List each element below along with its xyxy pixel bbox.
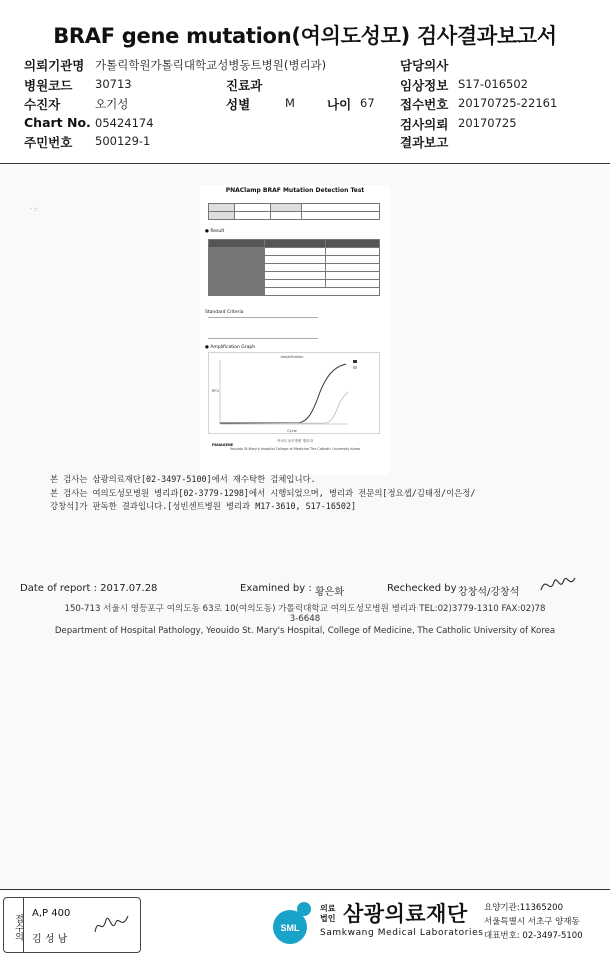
age-value: 67 (360, 96, 375, 110)
logo-name-en: Samkwang Medical Laboratories (320, 928, 484, 938)
examined-value: 황은화 (315, 587, 344, 598)
signature-image (538, 570, 578, 598)
id-number-value: 500129-1 (95, 134, 151, 148)
receipt-value: 20170725-22161 (458, 96, 558, 110)
footer-address: 150-713 서울시 영등포구 여의도동 63로 10(여의도동) 가톨릭대학교 여의도성모병원 병리과 TEL:02)3779-1310 FAX:02)78 (64, 604, 546, 614)
age-label: 나이 (327, 97, 352, 112)
request-value: 20170725 (458, 116, 517, 130)
logo-corp-mark (320, 904, 335, 924)
institution-value: 가톨릭학원가톨릭대학교성병동트병원(병리과) (95, 58, 327, 72)
pnaclamp-report-image (200, 185, 390, 475)
id-number-label: 주민번호 (24, 135, 73, 150)
hospital-code-label: 병원코드 (24, 78, 73, 93)
scan-graph-heading: ● Amplification Graph (205, 345, 256, 350)
footer-department: Department of Hospital Pathology, Yeouido St. Mary's Hospital, College of Medicine, The Catholic University of Korea (54, 626, 556, 636)
bottom-divider (0, 889, 610, 890)
date-of-report: Date of report : 2017.07.28 (20, 583, 158, 594)
logo-info-1: 요양기관:11365200 (484, 903, 563, 913)
patient-label: 수진자 (24, 97, 61, 112)
sex-value: M (285, 96, 295, 110)
chart-no-label: Chart No. (24, 115, 91, 130)
scan-result-heading: ● Result (205, 229, 225, 234)
footer-address-2: 3-6648 (289, 614, 321, 624)
clinical-label: 임상정보 (400, 78, 449, 93)
header-divider (0, 163, 610, 164)
patient-value: 오기성 (95, 97, 129, 111)
scan-mark: · :· (30, 206, 38, 213)
graph-ylabel: RFU (212, 389, 220, 393)
doctor-label: 담당의사 (400, 58, 449, 73)
scan-footer-line2: Yeouido St.Mary's Hospital College of Medicine The Catholic University Korea (229, 447, 361, 451)
result-report-label: 결과보고 (400, 135, 449, 150)
scan-criteria-text (208, 317, 318, 339)
graph-title: Amplification (280, 355, 304, 359)
logo-info-2: 서울특별시 서초구 양재동 (484, 917, 580, 927)
logo-corp-small-1: 의료 (320, 904, 336, 913)
note-line-2: 본 검사는 여의도성모병원 병리과[02-3779-1298]에서 시행되었으며, 병리과 전문의[정요셉/김태정/이은정/ (50, 488, 476, 498)
stamp-signature (92, 910, 132, 940)
scan-page-title: PNAClamp BRAF Mutation Detection Test (225, 187, 365, 194)
chart-no-value: 05424174 (95, 116, 154, 130)
stamp-side-label: 접수의 (4, 898, 24, 952)
request-label: 검사의뢰 (400, 117, 449, 132)
sex-label: 성별 (226, 97, 251, 112)
stamp-name: 김 성 남 (32, 934, 68, 945)
note-line-1: 본 검사는 삼광의료재단[02-3497-5100]에서 재수탁한 검체입니다. (50, 474, 316, 484)
scan-corner-mark: PANAGENE (212, 443, 234, 447)
sml-logo-icon (268, 897, 318, 947)
scan-footer-line1: 여의도성모병원 병리과 (277, 439, 313, 443)
amplification-graph (208, 352, 380, 434)
receipt-label: 접수번호 (400, 97, 449, 112)
scan-patient-table (208, 203, 380, 220)
scan-criteria-heading: Standard Criteria (205, 310, 244, 315)
examined-label: Examined by : (240, 583, 312, 594)
note-line-3: 강창석]가 판독한 결과입니다.[성빈센트병원 병리과 M17-3610, S17-16502] (50, 501, 357, 511)
logo-badge: SML (280, 923, 300, 933)
rechecked-label: Rechecked by : (387, 583, 464, 594)
clinical-value: S17-016502 (458, 77, 528, 91)
scan-result-table (208, 239, 380, 296)
report-title: BRAF gene mutation(여의도성모) 검사결과보고서 (53, 24, 557, 48)
dept-label: 진료과 (226, 78, 263, 93)
institution-label: 의뢰기관명 (24, 58, 85, 73)
hospital-code-value: 30713 (95, 77, 132, 91)
graph-xlabel: Cycle (287, 429, 297, 433)
logo-info-3: 대표번호: 02-3497-5100 (484, 931, 583, 941)
stamp-code: A,P 400 (32, 908, 71, 919)
rechecked-value: 강창석/강창석 (458, 587, 520, 598)
logo-name-kr: 삼광의료재단 (343, 902, 468, 926)
receipt-stamp (3, 897, 141, 953)
logo-corp-small-2: 법인 (320, 914, 336, 923)
